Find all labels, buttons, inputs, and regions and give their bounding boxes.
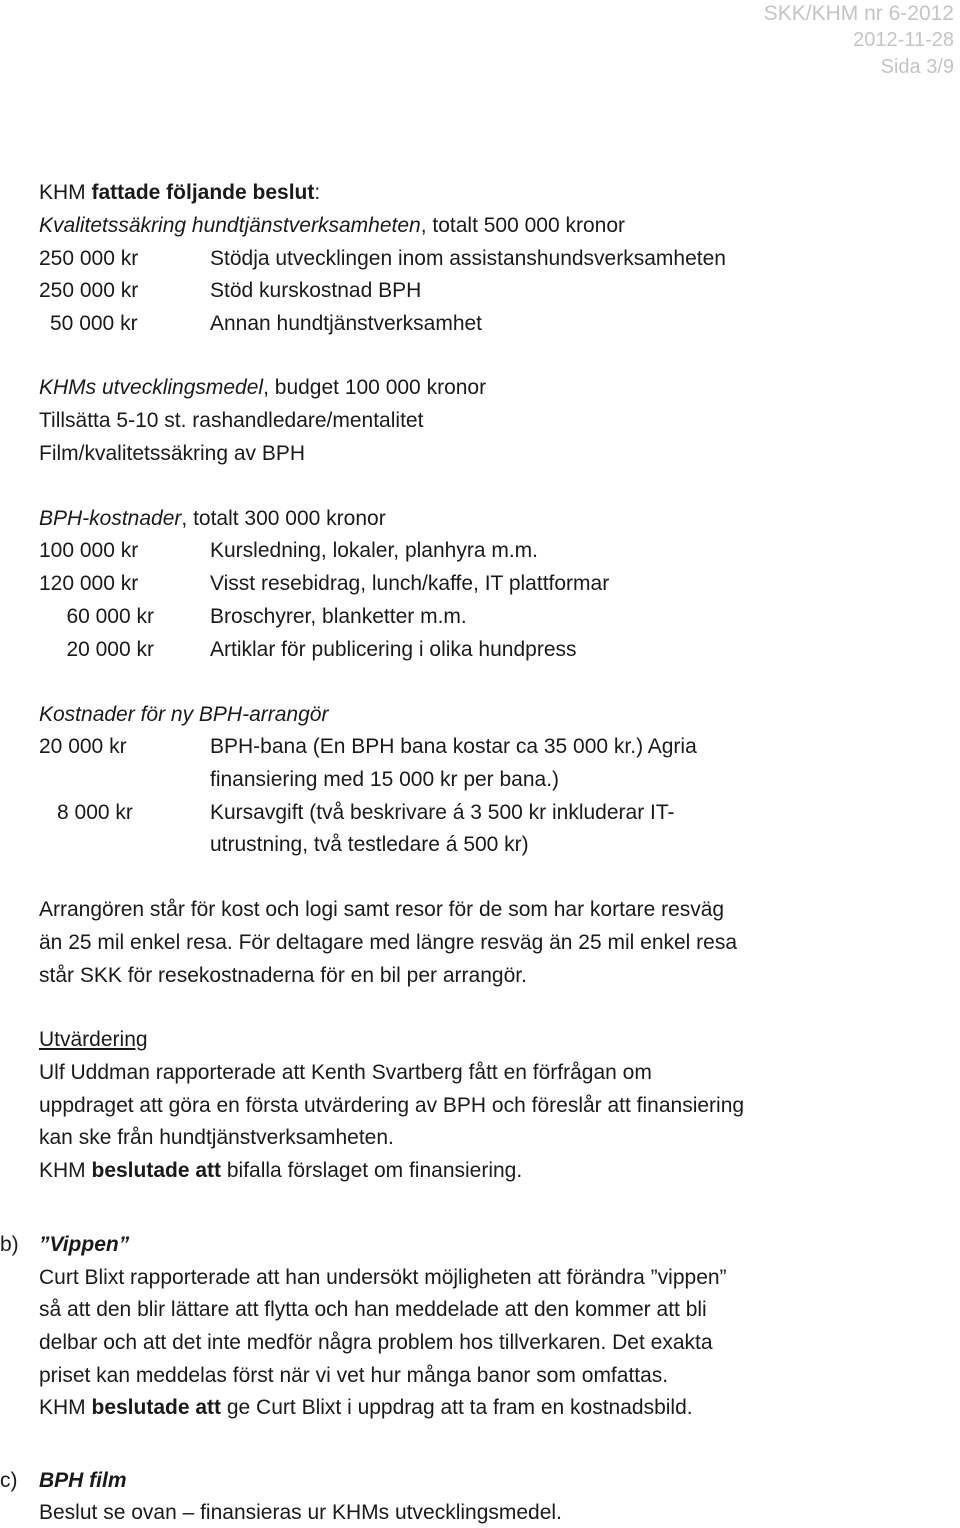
group4-desc-1b: finansiering med 15 000 kr per bana.) — [210, 768, 560, 791]
group3-desc-1: Kursledning, lokaler, planhyra m.m. — [210, 539, 538, 562]
evaluation-line-1: Ulf Uddman rapporterade att Kenth Svartberg fått en förfrågan om — [39, 1061, 652, 1084]
evaluation-line-2: uppdraget att göra en första utvärdering av BPH och föreslår att finansiering — [39, 1094, 745, 1117]
group4-desc-1a: BPH-bana (En BPH bana kostar ca 35 000 kr.) Agria — [210, 735, 697, 758]
document-id: SKK/KHM nr 6-2012 — [763, 2, 954, 25]
group1-amount-2: 250 000 kr — [39, 279, 139, 302]
group3-desc-4: Artiklar för publicering i olika hundpress — [210, 638, 577, 661]
decision-intro: KHM fattade följande beslut: — [39, 181, 321, 204]
group3-amount-1: 100 000 kr — [39, 539, 139, 562]
item-c-line: Beslut se ovan – finansieras ur KHMs utvecklingsmedel. — [39, 1501, 562, 1524]
item-b-title: ”Vippen” — [39, 1233, 130, 1256]
item-b-decision: KHM beslutade att ge Curt Blixt i uppdrag att ta fram en kostnadsbild. — [39, 1396, 693, 1419]
page-number: Sida 3/9 — [880, 56, 954, 78]
item-b-line-4: priset kan meddelas först när vi vet hur många banor som omfattas. — [39, 1364, 669, 1387]
group3-desc-3: Broschyrer, blanketter m.m. — [210, 605, 467, 628]
group3-amount-3: 60 000 kr — [66, 605, 154, 628]
page-header — [764, 0, 954, 81]
group1-desc-3: Annan hundtjänstverksamhet — [210, 312, 483, 335]
group4-desc-2a: Kursavgift (två beskrivare á 3 500 kr inkluderar IT- — [210, 801, 675, 824]
group3-amount-2: 120 000 kr — [39, 572, 139, 595]
group2-title: KHMs utvecklingsmedel, budget 100 000 kronor — [39, 376, 487, 399]
group2-line-2: Film/kvalitetssäkring av BPH — [39, 442, 306, 465]
item-b-line-1: Curt Blixt rapporterade att han undersökt möjligheten att förändra ”vippen” — [39, 1266, 727, 1289]
evaluation-heading: Utvärdering — [39, 1028, 148, 1051]
item-c-marker: c) — [0, 1469, 18, 1492]
travel-line-1: Arrangören står för kost och logi samt resor för de som har kortare resväg — [39, 898, 725, 921]
group1-title: Kvalitetssäkring hundtjänstverksamheten, totalt 500 000 kronor — [39, 214, 626, 237]
evaluation-line-3: kan ske från hundtjänstverksamheten. — [39, 1126, 394, 1149]
item-b-line-2: så att den blir lättare att flytta och han meddelade att den kommer att bli — [39, 1298, 707, 1321]
travel-line-2: än 25 mil enkel resa. För deltagare med längre resväg än 25 mil enkel resa — [39, 931, 738, 954]
document-date: 2012-11-28 — [853, 29, 954, 51]
group1-desc-1: Stödja utvecklingen inom assistanshundsverksamheten — [210, 247, 726, 270]
group3-amount-4: 20 000 kr — [66, 638, 154, 661]
group3-desc-2: Visst resebidrag, lunch/kaffe, IT plattformar — [210, 572, 610, 595]
group2-line-1: Tillsätta 5-10 st. rashandledare/mentalitet — [39, 409, 424, 432]
group1-amount-1: 250 000 kr — [39, 247, 139, 270]
group4-amount-2: 8 000 kr — [57, 801, 133, 824]
travel-line-3: står SKK för resekostnaderna för en bil per arrangör. — [39, 964, 527, 987]
item-b-line-3: delbar och att det inte medför några problem hos tillverkaren. Det exakta — [39, 1331, 713, 1354]
evaluation-decision: KHM beslutade att bifalla förslaget om finansiering. — [39, 1159, 523, 1182]
group4-amount-1: 20 000 kr — [39, 735, 127, 758]
group3-title: BPH-kostnader, totalt 300 000 kronor — [39, 507, 386, 530]
group4-title: Kostnader för ny BPH-arrangör — [39, 703, 329, 726]
group1-amount-3: 50 000 kr — [50, 312, 138, 335]
group4-desc-2b: utrustning, två testledare á 500 kr) — [210, 833, 529, 856]
item-c-title: BPH film — [39, 1469, 127, 1492]
group1-desc-2: Stöd kurskostnad BPH — [210, 279, 422, 302]
item-b-marker: b) — [0, 1233, 19, 1256]
